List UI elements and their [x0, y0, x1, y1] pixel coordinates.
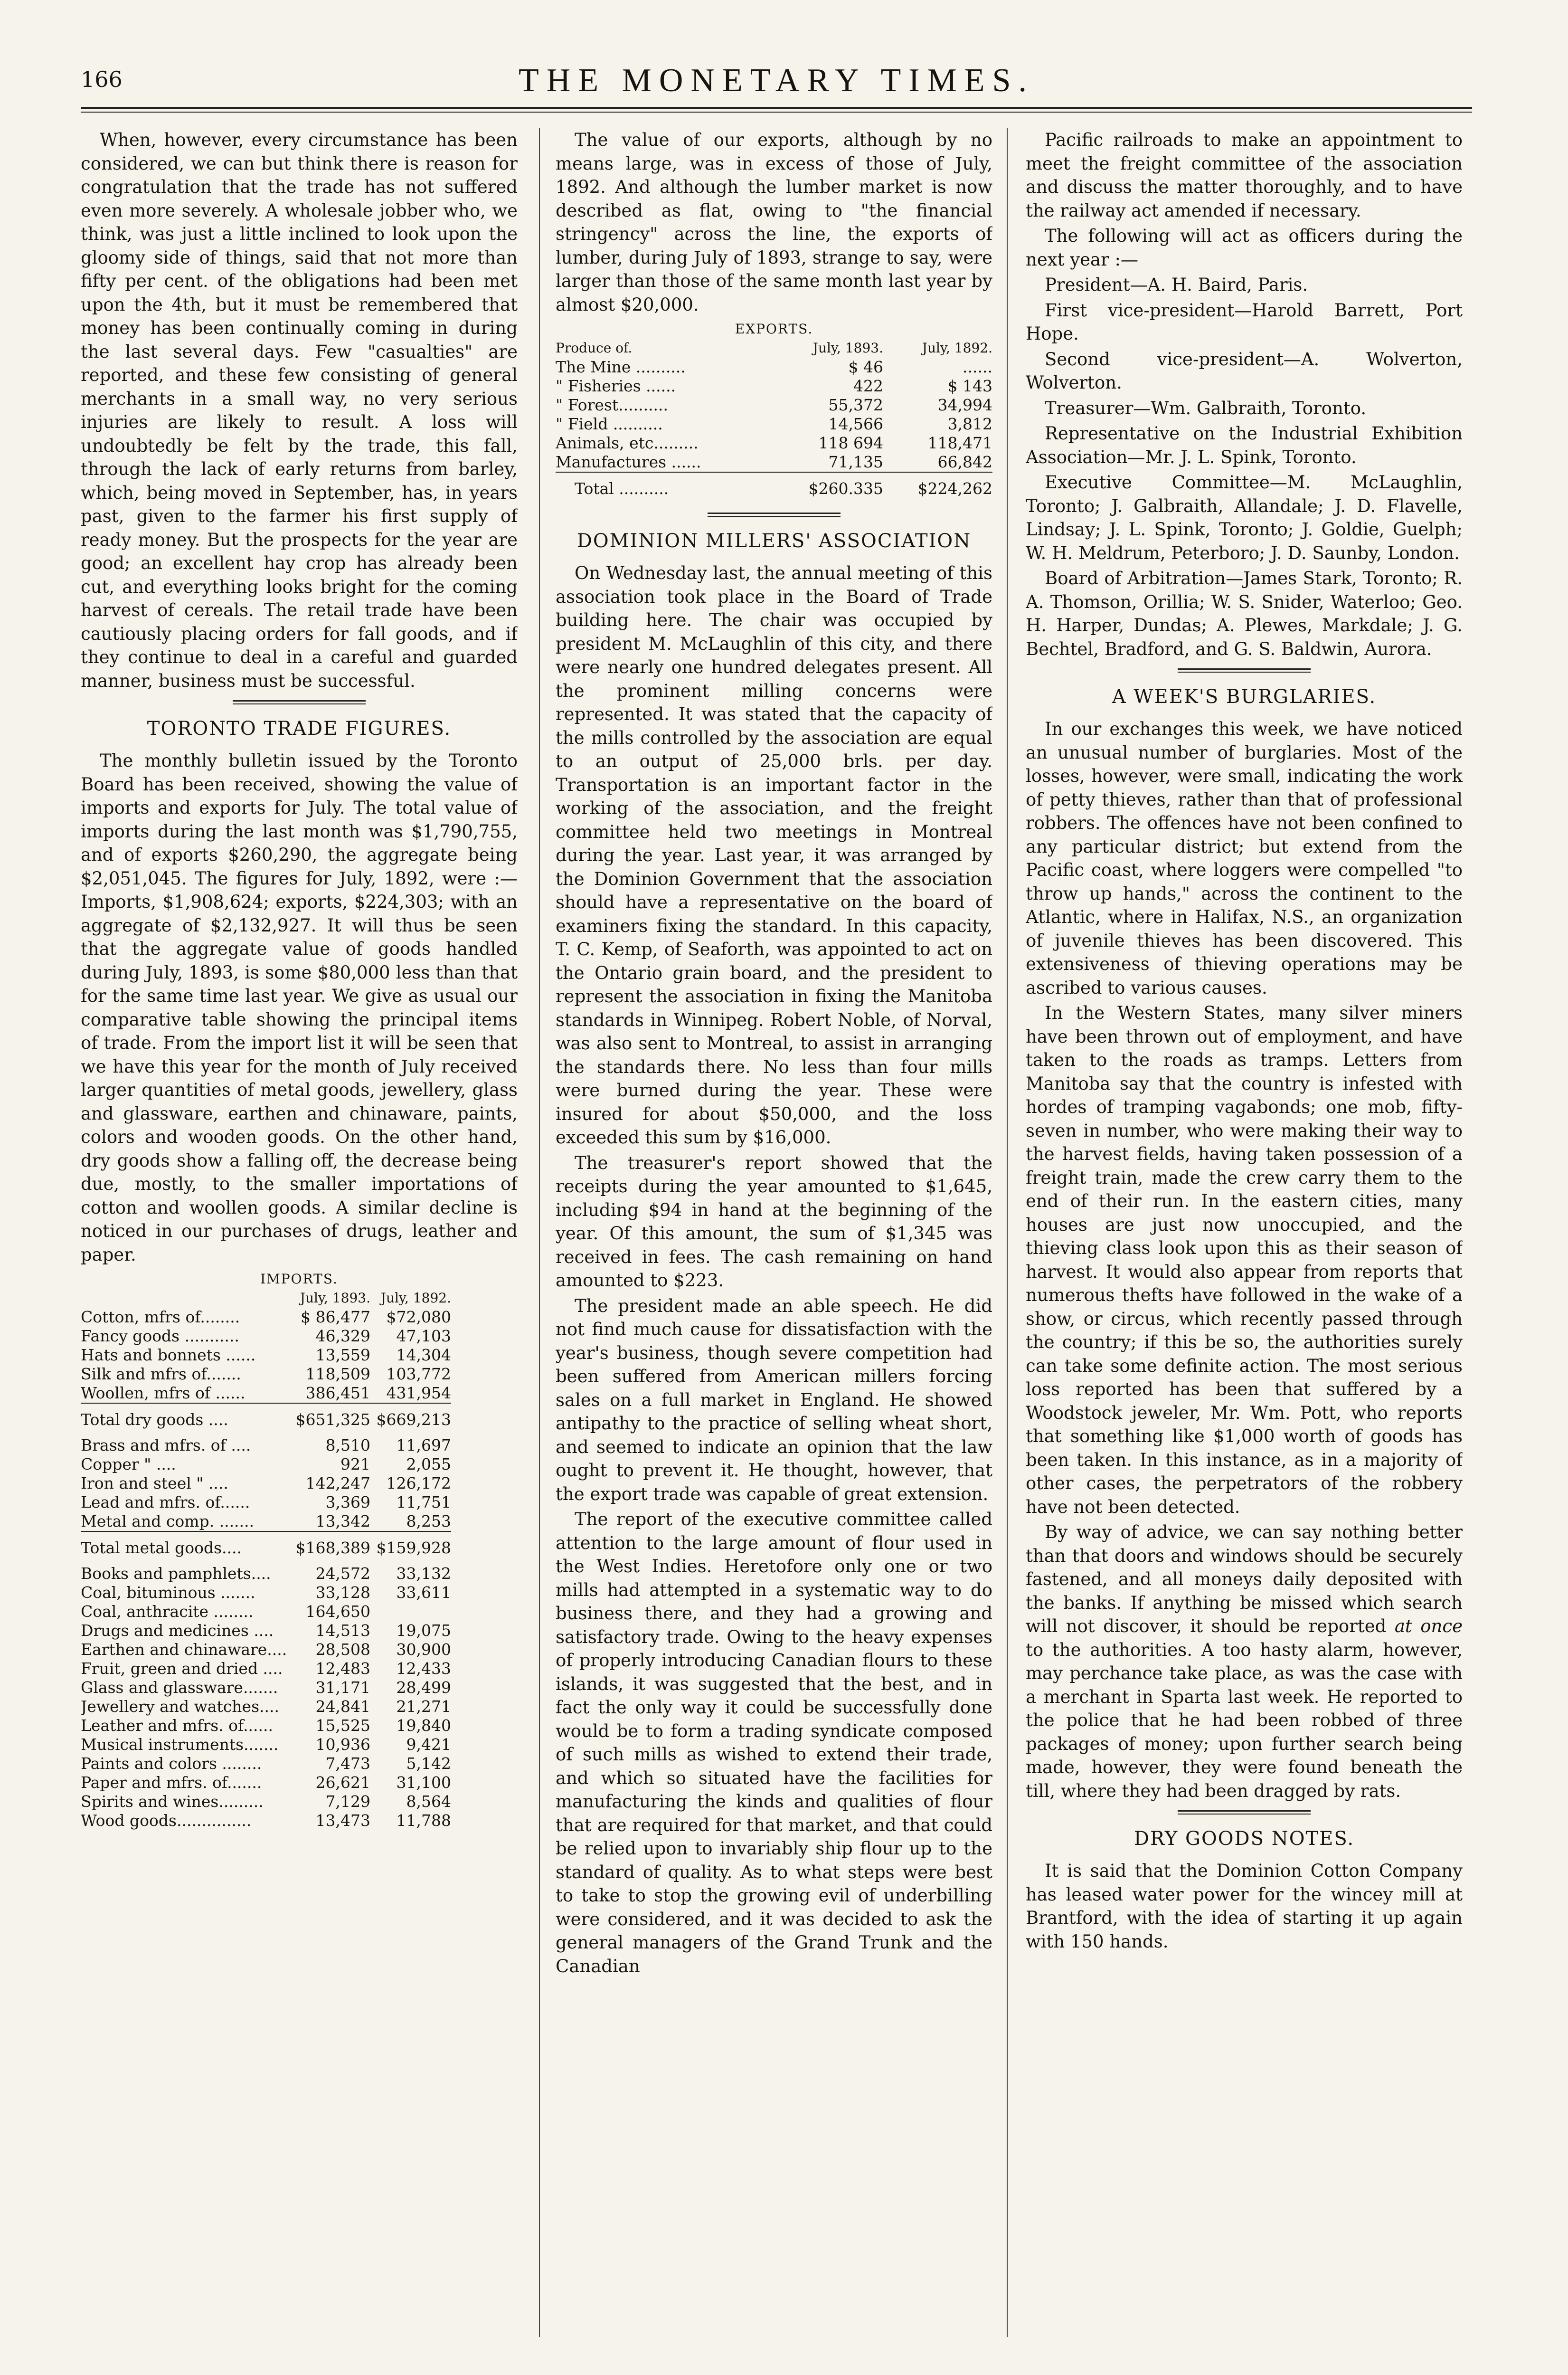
- paragraph: President—A. H. Baird, Paris.: [1045, 275, 1308, 295]
- cell: 19,840: [396, 1716, 451, 1735]
- column-header: July, 1893.: [300, 1290, 370, 1306]
- row-label: Brass and mfrs. of ....: [81, 1436, 251, 1454]
- cell: 15,525: [315, 1716, 370, 1735]
- paragraph: Pacific railroads to make an appointment to meet the freight committee of the association and discuss the matter thoroughly, and to have the railway act amended if necessary.: [1026, 130, 1463, 221]
- row-label: Coal, anthracite ........: [81, 1602, 254, 1621]
- row-label: Paper and mfrs. of.......: [81, 1773, 262, 1792]
- table-row: [81, 1811, 451, 1830]
- row-label: Total ..........: [556, 472, 779, 505]
- cell: $159,928: [370, 1531, 451, 1564]
- row-label: The Mine ..........: [556, 358, 686, 376]
- page-header: [81, 57, 1472, 114]
- cell: [370, 1602, 451, 1621]
- row-label: Coal, bituminous .......: [81, 1583, 255, 1602]
- table-row: [81, 1436, 451, 1455]
- table-row: [81, 1493, 451, 1512]
- row-label: Wood goods...............: [81, 1811, 252, 1830]
- cell: 10,936: [315, 1735, 370, 1754]
- cell: 46,329: [315, 1327, 370, 1345]
- cell: 12,483: [315, 1659, 370, 1678]
- cell: 386,451: [305, 1384, 370, 1402]
- section-rule: [233, 700, 366, 702]
- row-label: Total metal goods....: [81, 1531, 290, 1564]
- table-caption: EXPORTS.: [735, 321, 813, 337]
- paragraph: First vice-president—Harold Barrett, Port Hope.: [1026, 300, 1463, 344]
- row-label: Cotton, mfrs of........: [81, 1308, 240, 1326]
- cell: 126,172: [386, 1474, 451, 1492]
- cell: 14,513: [315, 1621, 370, 1640]
- row-label: Fancy goods ...........: [81, 1327, 239, 1345]
- cell: 431,954: [386, 1384, 451, 1402]
- imports-group: [81, 1564, 451, 1830]
- paragraph: [1026, 1520, 1463, 1803]
- cell: 8,253: [406, 1512, 451, 1530]
- table-total-row: [81, 1531, 451, 1564]
- cell: $ 143: [947, 377, 992, 395]
- table-row: [81, 1474, 451, 1493]
- header-rule: [81, 107, 1472, 109]
- paragraph: In the Western States, many silver miners have been thrown out of employment, and have taken to the roads as tramps. Letters from Manitoba say that the country is infested with hordes of tramping vagabonds; one mob, fifty-seven in number, who were making their way to the harvest fields, having taken possession of a freight train, made the crew carry them to the end of their run. In the eastern cities, many houses are just now unoccupied, and the thieving class look upon this as their season of harvest. It would also appear from reports that numerous thefts have followed in the wake of a show, or circus, which recently passed through the country; if this be so, the authorities surely can take some definite action. The most serious loss reported has been that suffered by a Woodstock jeweler, Mr. Wm. Pott, who reports that something like $1,000 worth of goods has been taken. In this instance, as in a majority of other cases, the perpetrators of the robbery have not been detected.: [1026, 1003, 1463, 1517]
- row-label: Earthen and chinaware....: [81, 1640, 287, 1659]
- column-header: Produce of.: [556, 340, 633, 356]
- cell: 13,559: [315, 1346, 370, 1364]
- cell: 12,433: [396, 1659, 451, 1678]
- cell: 5,142: [406, 1754, 451, 1773]
- cell: 3,812: [947, 415, 992, 433]
- paragraph: The president made an able speech. He did not find much cause for dissatisfaction with the year's business, though severe competition had been suffered from American millers forcing sales on a full market in England. He showed antipathy to the practice of selling wheat short, and seemed to indicate an opinion that the law ought to prevent it. He thought, however, that the export trade was capable of great extension.: [556, 1295, 992, 1504]
- cell: 7,473: [325, 1754, 370, 1773]
- table-row: [81, 1602, 451, 1621]
- paragraph: Representative on the Industrial Exhibition Association—Mr. J. L. Spink, Toronto.: [1026, 423, 1463, 467]
- cell: 3,369: [325, 1493, 370, 1511]
- row-label: " Field ..........: [556, 415, 663, 433]
- cell: 47,103: [396, 1327, 451, 1345]
- section-heading: A WEEK'S BURGLARIES.: [1112, 686, 1377, 708]
- row-label: Fruit, green and dried ....: [81, 1659, 283, 1678]
- cell: 11,788: [396, 1811, 451, 1830]
- paragraph: When, however, every circumstance has been considered, we can but think there is reason for congratulation that the trade has not suffered even more severely. A wholesale jobber who, we think, was just a little inclined to look upon the gloomy side of things, said that not more than fifty per cent. of the obligations had been met upon the 4th, but it must be remembered that money has been continually coming in during the last several days. Few "casualties" are reported, and these few consisting of general merchants in a small way, no very serious injuries are likely to result. A loss will undoubtedly be felt by the trade, this fall, through the lack of early returns from barley, which, being moved in September, has, in years past, given to the farmer his first supply of ready money. But the prospects for the year are good; an excellent hay crop has already been cut, and everything looks bright for the coming harvest of cereals. The retail trade have been cautiously placing orders for fall goods, and if they continue to deal in a careful and guarded manner, business must be successful.: [81, 130, 518, 691]
- cell: 30,900: [396, 1640, 451, 1659]
- table-row: [81, 1792, 451, 1811]
- row-label: Manufactures ......: [556, 453, 701, 471]
- row-label: Copper " ....: [81, 1455, 176, 1473]
- section-rule: [233, 703, 366, 704]
- row-label: Drugs and medicines ....: [81, 1621, 274, 1640]
- text-run: to the authorities. A too hasty alarm, however, may perchance take place, as was the case with a merchant in Sparta last week. He reported to the police that he had been robbed of three packages of money; upon further search being made, however, they were found beneath the till, where they had been dragged by rats.: [1026, 1639, 1463, 1801]
- cell: 14,566: [828, 415, 883, 433]
- row-label: Lead and mfrs. of......: [81, 1493, 250, 1511]
- table-row: [81, 1716, 451, 1735]
- cell: 8,564: [406, 1792, 451, 1811]
- table-row: [81, 1583, 451, 1602]
- cell: 14,304: [396, 1346, 451, 1364]
- row-label: Animals, etc.........: [556, 434, 699, 452]
- table-row: [556, 434, 992, 453]
- table-row: [81, 1384, 451, 1403]
- section-heading: DRY GOODS NOTES.: [1133, 1828, 1355, 1850]
- row-label: " Forest..........: [556, 396, 669, 414]
- table-row: [81, 1512, 451, 1531]
- table-row: [81, 1564, 451, 1583]
- table-row: [81, 1365, 451, 1384]
- cell: 21,271: [396, 1697, 451, 1716]
- cell: 13,473: [315, 1811, 370, 1830]
- cell: 11,751: [396, 1493, 451, 1511]
- cell: 24,841: [315, 1697, 370, 1716]
- table-total-row: [81, 1403, 451, 1436]
- newspaper-page: [81, 57, 1472, 2346]
- cell: $669,213: [370, 1403, 451, 1436]
- masthead-title: THE MONETARY TIMES.: [519, 62, 1034, 99]
- column-3: [1026, 128, 1463, 2346]
- cell: $224,262: [883, 472, 992, 505]
- imports-group: [81, 1308, 451, 1403]
- imports-group: [81, 1436, 451, 1531]
- cell: 118,471: [927, 434, 992, 452]
- cell: 31,100: [396, 1773, 451, 1792]
- paragraph: It is said that the Dominion Cotton Company has leased water power for the wincey mill at Brantford, with the idea of starting it up again with 150 hands.: [1026, 1861, 1463, 1952]
- table-row: [81, 1346, 451, 1365]
- table-row: [556, 396, 992, 415]
- row-label: Woollen, mfrs of ......: [81, 1384, 246, 1402]
- paragraph: Second vice-president—A. Wolverton, Wolverton.: [1026, 349, 1463, 393]
- row-label: Iron and steel " ....: [81, 1474, 228, 1492]
- exports-table: [556, 339, 992, 505]
- cell: $72,080: [386, 1308, 451, 1326]
- imports-table: [81, 1289, 451, 1830]
- cell: $260.335: [779, 472, 883, 505]
- cell: 33,132: [396, 1564, 451, 1583]
- table-row: [81, 1678, 451, 1697]
- column-divider: [539, 128, 540, 2337]
- cell: 118,509: [305, 1365, 370, 1383]
- paragraph: The following will act as officers during the next year :—: [1026, 226, 1463, 270]
- section-heading: TORONTO TRADE FIGURES.: [147, 718, 452, 740]
- table-row: [81, 1308, 451, 1327]
- cell: 7,129: [325, 1792, 370, 1811]
- table-header-row: [556, 339, 992, 358]
- column-header: July, 1893.: [812, 340, 883, 356]
- column-header: July, 1892.: [380, 1290, 451, 1306]
- section-heading: DOMINION MILLERS' ASSOCIATION: [576, 530, 972, 552]
- row-label: Musical instruments.......: [81, 1735, 279, 1754]
- cell: 103,772: [386, 1365, 451, 1383]
- table-row: [81, 1455, 451, 1474]
- columns: [81, 128, 1472, 2346]
- cell: 19,075: [396, 1621, 451, 1640]
- cell: $168,389: [290, 1531, 370, 1564]
- cell: 33,128: [315, 1583, 370, 1602]
- table-row: [81, 1697, 451, 1716]
- cell: ......: [963, 358, 992, 376]
- cell: 118 694: [818, 434, 883, 452]
- cell: $ 46: [848, 358, 883, 376]
- table-row: [81, 1773, 451, 1792]
- paragraph: The value of our exports, although by no means large, was in excess of those of July, 1892. And although the lumber market is now described as flat, owing to "the financial stringency" across the line, the exports of lumber, during July of 1893, strange to say, were larger than those of the same month last year by almost $20,000.: [556, 130, 992, 315]
- row-label: Books and pamphlets....: [81, 1564, 271, 1583]
- cell: 26,621: [315, 1773, 370, 1792]
- row-label: Jewellery and watches....: [81, 1697, 279, 1716]
- cell: 55,372: [828, 396, 883, 414]
- cell: 11,697: [396, 1436, 451, 1454]
- row-label: Glass and glassware.......: [81, 1678, 278, 1697]
- cell: 142,247: [305, 1474, 370, 1492]
- header-rule-thin: [81, 112, 1472, 113]
- cell: $ 86,477: [301, 1308, 370, 1326]
- paragraph: Executive Committee—M. McLaughlin, Toronto; J. Galbraith, Allandale; J. D. Flavelle, Lindsay; J. L. Spink, Toronto; J. Goldie, Guelph; W. H. Meldrum, Peterboro; J. D. Saunby, London.: [1026, 472, 1463, 563]
- cell: 24,572: [315, 1564, 370, 1583]
- exports-rows: [556, 358, 992, 472]
- table-row: [556, 453, 992, 472]
- column-header: July, 1892.: [922, 340, 992, 356]
- cell: 164,650: [305, 1602, 370, 1621]
- cell: 28,499: [396, 1678, 451, 1697]
- paragraph: Treasurer—Wm. Galbraith, Toronto.: [1045, 398, 1367, 418]
- row-label: Silk and mfrs of.......: [81, 1365, 241, 1383]
- table-row: [81, 1640, 451, 1659]
- cell: 33,611: [396, 1583, 451, 1602]
- table-row: [556, 377, 992, 396]
- cell: 66,842: [937, 453, 992, 471]
- cell: 8,510: [325, 1436, 370, 1454]
- column-divider: [1007, 128, 1008, 2337]
- row-label: " Fisheries ......: [556, 377, 676, 395]
- row-label: Total dry goods ....: [81, 1403, 290, 1436]
- paragraph: Board of Arbitration—James Stark, Toronto; R. A. Thomson, Orillia; W. S. Snider, Waterloo; Geo. H. Harper, Dundas; A. Plewes, Markdale; J. G. Bechtel, Bradford, and G. S. Baldwin, Aurora.: [1026, 568, 1463, 659]
- table-row: [81, 1754, 451, 1773]
- table-row: [81, 1327, 451, 1346]
- paragraph: In our exchanges this week, we have noticed an unusual number of burglaries. Most of the losses, however, were small, indicating the work of petty thieves, rather than that of professional robbers. The offences have not been confined to any particular district; but extend from the Pacific coast, where loggers were compelled "to throw up hands," across the continent to the Atlantic, where in Halifax, N.S., an organization of juvenile thieves has been discovered. This extensiveness of thieving operations may be ascribed to various causes.: [1026, 719, 1463, 998]
- cell: 921: [340, 1455, 370, 1473]
- page-number: 166: [81, 66, 123, 92]
- text-run: By way of advice, we can say nothing better than that doors and windows should be securely fastened, and all moneys daily deposited with the banks. If anything be missed which search will not discover, it should be reported: [1026, 1522, 1463, 1636]
- row-label: Metal and comp. .......: [81, 1512, 255, 1530]
- row-label: Hats and bonnets ......: [81, 1346, 256, 1364]
- paragraph: The treasurer's report showed that the receipts during the year amounted to $1,645, including $94 in hand at the beginning of the year. Of this amount, the sum of $1,345 was received in fees. The cash remaining on hand amounted to $223.: [556, 1152, 992, 1291]
- section-rule: [708, 516, 841, 517]
- cell: 422: [853, 377, 883, 395]
- paragraph: On Wednesday last, the annual meeting of this association took place in the Board of Trade building here. The chair was occupied by president M. McLaughlin of this city, and there were nearly one hundred delegates present. All the prominent milling concerns were represented. It was stated that the capacity of the mills controlled by the association are equal to an output of 25,000 brls. per day. Transportation is an important factor in the working of the association, and the freight committee held two meetings in Montreal during the year. Last year, it was arranged by the Dominion Government that the association should have a representative on the board of examiners fixing the standard. In this capacity, T. C. Kemp, of Seaforth, was appointed to act on the Ontario grain board, and the president to represent the association in fixing the Manitoba standards in Winnipeg. Robert Noble, of Norval, was also sent to Montreal, to assist in arranging the standards there. No less than four mills were burned during the year. These were insured for about $50,000, and the loss exceeded this sum by $16,000.: [556, 563, 992, 1148]
- table-row: [556, 415, 992, 434]
- section-rule: [708, 513, 841, 514]
- paragraph: The monthly bulletin issued by the Toronto Board has been received, showing the value of imports and exports for July. The total value of imports during the last month was $1,790,755, and of exports $260,290, the aggregate being $2,051,045. The figures for July, 1892, were :—Imports, $1,908,624; exports, $224,303; with an aggregate of $2,132,927. It will thus be seen that the aggregate value of goods handled during July, 1893, is some $80,000 less than that for the same time last year. We give as usual our comparative table showing the principal items of trade. From the import list it will be seen that we have this year for the month of July received larger quantities of metal goods, jewellery, glass and glassware, earthen and chinaware, paints, colors and wooden goods. On the other hand, dry goods show a falling off, the decrease being due, mostly, to the smaller importations of cotton and woollen goods. A similar decline is noticed in our purchases of drugs, leather and paper.: [81, 750, 518, 1265]
- row-label: Spirits and wines.........: [81, 1792, 264, 1811]
- table-row: [81, 1735, 451, 1754]
- cell: 71,135: [828, 453, 883, 471]
- table-row: [81, 1621, 451, 1640]
- cell: 2,055: [406, 1455, 451, 1473]
- section-rule: [1178, 668, 1311, 670]
- section-rule: [1178, 672, 1311, 673]
- cell: 34,994: [937, 396, 992, 414]
- table-row: [81, 1659, 451, 1678]
- table-header-row: [81, 1289, 451, 1308]
- paragraph: The report of the executive committee called attention to the large amount of flour used in the West Indies. Heretofore only one or two mills had attempted in a systematic way to do business there, and they had a growing and satisfactory trade. Owing to the heavy expenses of properly introducing Canadian flours to these islands, it was suggested that the best, and in fact the only way it could be successfully done would be to form a trading syndicate composed of such mills as wished to extend their trade, and which so situated have the facilities for manufacturing the kinds and qualities of flour that are required for that market, and that could be relied upon to invariably ship flour up to the standard of quality. As to what steps were best to take to stop the growing evil of underbilling were considered, and it was decided to ask the general managers of the Grand Trunk and the Canadian: [556, 1509, 992, 1976]
- table-row: [556, 358, 992, 377]
- section-rule: [1178, 1810, 1311, 1812]
- emphasis-text: at once: [1394, 1616, 1463, 1636]
- cell: $651,325: [290, 1403, 370, 1436]
- cell: 13,342: [315, 1512, 370, 1530]
- column-2: [556, 128, 992, 2346]
- cell: 9,421: [406, 1735, 451, 1754]
- table-total-row: [556, 472, 992, 505]
- row-label: Paints and colors ........: [81, 1754, 262, 1773]
- table-caption: IMPORTS.: [260, 1271, 338, 1287]
- cell: 28,508: [315, 1640, 370, 1659]
- cell: 31,171: [315, 1678, 370, 1697]
- row-label: Leather and mfrs. of......: [81, 1716, 274, 1735]
- column-1: [81, 128, 518, 2346]
